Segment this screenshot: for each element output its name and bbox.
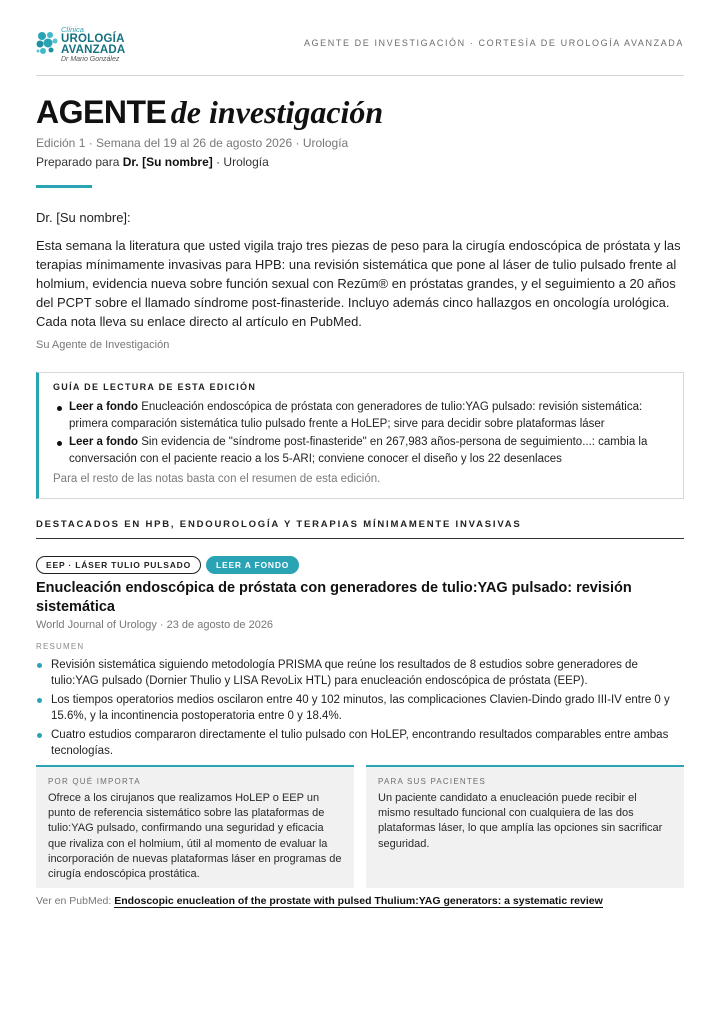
pubmed-article-link[interactable]: Endoscopic enucleation of the prostate with pulsed Thulium:YAG generators: a systematic review xyxy=(114,895,603,907)
article-title: Enucleación endoscópica de próstata con generadores de tulio:YAG pulsado: revisión sistemática xyxy=(36,580,632,615)
summary-bullet: Cuatro estudios compararon directamente el tulio pulsado con HoLEP, encontrando resultados comparables entre ambas tecnologías. xyxy=(36,727,684,759)
reading-guide-lead: Leer a fondo xyxy=(69,401,139,413)
bubble-cluster-logo-icon xyxy=(36,30,58,56)
article-source: World Journal of Urology · 23 de agosto de 2026 xyxy=(36,619,274,631)
reading-guide-list xyxy=(53,399,669,468)
for-patients-panel xyxy=(366,765,684,888)
article-chips xyxy=(36,556,299,574)
summary-label: RESUMEN xyxy=(36,642,85,651)
insight-panels xyxy=(36,765,684,888)
summary-bullet: Revisión sistemática siguiendo metodología PRISMA que reúne los resultados de 8 estudios sobre generadores de tulio:YAG pulsado (Dornier Thulio y LISA RevoLix HTL) para enucleación endoscópica de próstata (EEP). xyxy=(36,657,684,689)
logo-line-1: UROLOGÍA xyxy=(61,33,125,45)
title-italic: de investigación xyxy=(170,94,384,130)
letter-body: Esta semana la literatura que usted vigila trajo tres piezas de peso para la cirugía endoscópica de próstata y las terapias mínimamente invasivas para HPB: una revisión sistemática que pone al láser de tulio pulsado frente al holmium, evidencia nueva sobre función sexual con Rezūm® en próstatas grandes, y el seguimiento a 20 años del PCPT sobre el llamado síndrome post-finasteride. Incluyo además cinco hallazgos en oncología urológica. Cada nota lleva su enlace directo al artículo en PubMed. xyxy=(36,238,681,329)
for-patients-text: Un paciente candidato a enucleación puede recibir el mismo resultado funcional con cualquiera de las dos plataformas láser, lo que amplía las opciones sin sacrificar seguridad. xyxy=(378,792,663,850)
why-it-matters-panel xyxy=(36,765,354,888)
reading-guide-text: Sin evidencia de "síndrome post-finasteride" en 267,983 años-persona de seguimiento...: cambia la conversación con el paciente reacio a los 5-ARI; conviene conocer el diseño y los 22 desenlaces xyxy=(69,436,648,465)
reading-guide-lead: Leer a fondo xyxy=(69,436,139,448)
letter-signoff: Su Agente de Investigación xyxy=(36,339,170,351)
logo-clinica-text: Clínica xyxy=(61,25,84,34)
why-it-matters-label: POR QUÉ IMPORTA xyxy=(48,777,141,786)
read-in-depth-badge: LEER A FONDO xyxy=(206,556,299,574)
page-header xyxy=(36,0,684,76)
prepared-name: Dr. [Su nombre] xyxy=(122,155,213,169)
pubmed-line xyxy=(36,895,603,907)
summary-bullet: Los tiempos operatorios medios oscilaron entre 40 y 102 minutos, las complicaciones Clavien-Dindo grado III-IV entre 0 y 15.6%, y la incontinencia postoperatoria entre 0 y 18.4%. xyxy=(36,692,684,724)
reading-guide-note: Para el resto de las notas basta con el resumen de esta edición. xyxy=(53,473,381,485)
reading-guide-box xyxy=(36,372,684,499)
reading-guide-item xyxy=(53,399,669,433)
letter-greeting: Dr. [Su nombre]: xyxy=(36,210,131,225)
prepared-line xyxy=(36,155,269,169)
clinic-logo xyxy=(36,24,146,66)
accent-divider xyxy=(36,185,92,188)
summary-bullets xyxy=(36,657,684,762)
topic-chip: EEP · LÁSER TULIO PULSADO xyxy=(36,556,201,574)
section-divider xyxy=(36,538,684,539)
header-tagline: AGENTE DE INVESTIGACIÓN · CORTESÍA DE UROLOGÍA AVANZADA xyxy=(303,38,684,48)
page-title xyxy=(36,94,383,131)
prepared-suffix: · Urología xyxy=(216,155,269,169)
reading-guide-title: GUÍA DE LECTURA DE ESTA EDICIÓN xyxy=(53,382,257,392)
pubmed-prefix: Ver en PubMed: xyxy=(36,895,112,907)
page xyxy=(36,0,684,907)
why-it-matters-text: Ofrece a los cirujanos que realizamos HoLEP o EEP un punto de referencia sistemático sobre las plataformas de tulio:YAG pulsado, confirmando una seguridad y eficacia que rivaliza con el holmium, útil al momento de evaluar la incorporación de nuevas plataformas láser en programas de cirugía endoscópica prostática. xyxy=(48,792,342,881)
for-patients-label: PARA SUS PACIENTES xyxy=(378,777,486,786)
logo-line-2: AVANZADA xyxy=(61,44,126,56)
logo-doctor-name: Dr Mario González xyxy=(61,56,120,63)
reading-guide-item xyxy=(53,434,669,468)
section-heading: DESTACADOS EN HPB, ENDOUROLOGÍA Y TERAPIAS MÍNIMAMENTE INVASIVAS xyxy=(36,519,522,530)
reading-guide-text: Enucleación endoscópica de próstata con generadores de tulio:YAG pulsado: revisión sistemática: primera comparación sistemática tulio pulsado frente a HoLEP; sirve para decidir sobre plataformas láser xyxy=(69,401,643,430)
title-strong: AGENTE xyxy=(36,94,167,130)
prepared-prefix: Preparado para xyxy=(36,155,120,169)
edition-line: Edición 1 · Semana del 19 al 26 de agosto 2026 · Urología xyxy=(36,136,349,150)
